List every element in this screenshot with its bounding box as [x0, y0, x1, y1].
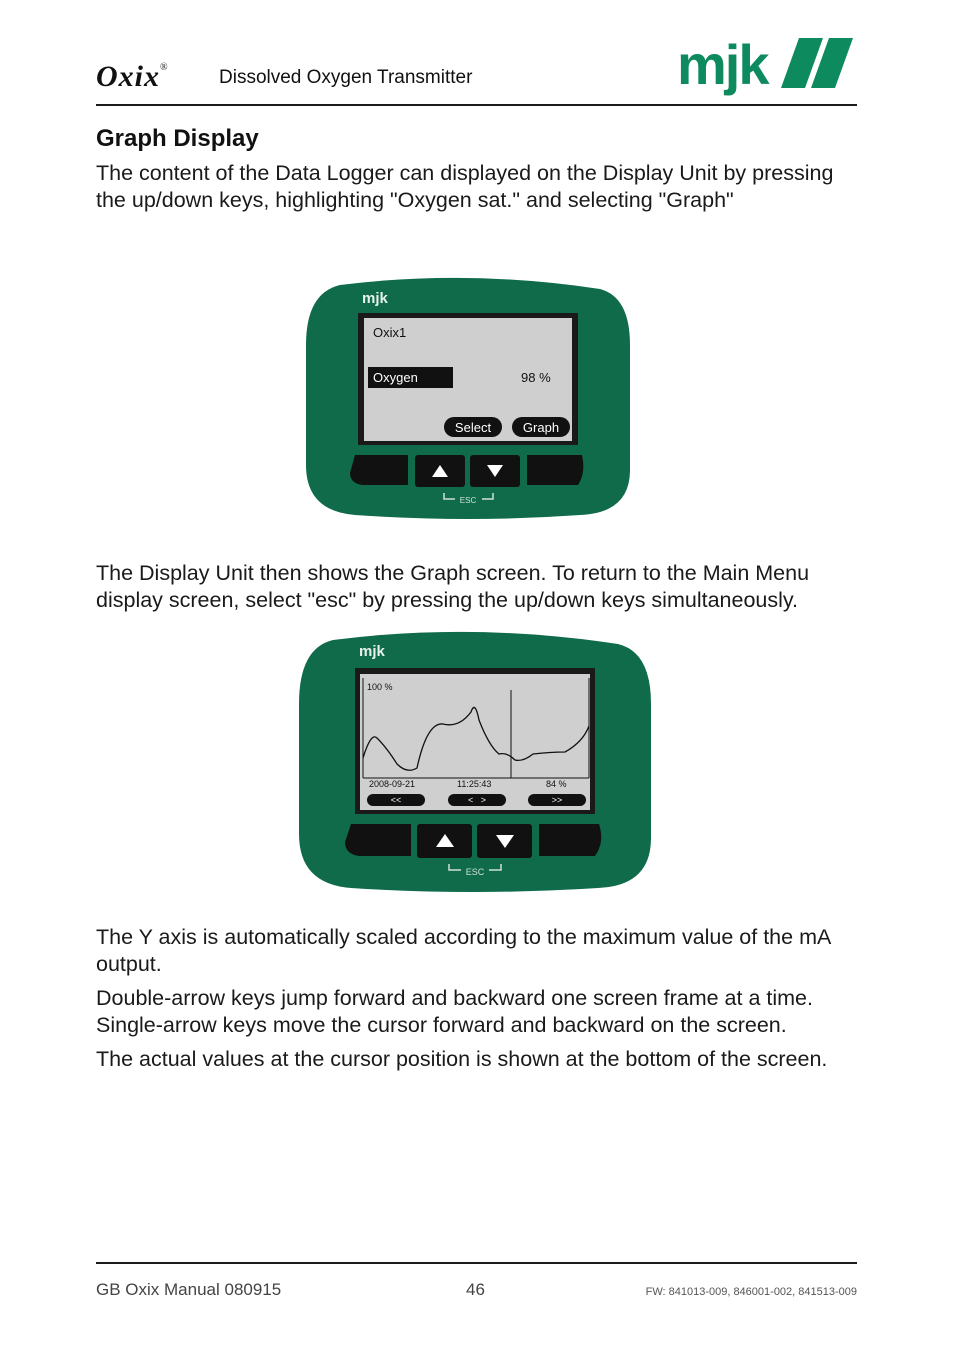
footer-firmware: FW: 841013-009, 846001-002, 841513-009: [645, 1286, 857, 1298]
display-unit-menu: [300, 275, 635, 520]
page-header: [96, 30, 857, 106]
screen-title: Oxix1: [373, 325, 407, 340]
registered-mark: ®: [160, 62, 169, 73]
arrow-keys-paragraph: Double-arrow keys jump forward and backward one screen frame at a time. Single-arrow keys move the cursor forward and backward on the screen.: [96, 986, 813, 1037]
page-number: 46: [466, 1280, 485, 1299]
document-subtitle: Dissolved Oxygen Transmitter: [219, 67, 473, 88]
brand-name: Oxix: [96, 60, 160, 93]
back-frame-softkey-label: <<: [390, 795, 402, 805]
right-key[interactable]: [527, 455, 583, 485]
device-brand-logo: mjk: [362, 290, 388, 307]
section-title: Graph Display: [96, 125, 259, 152]
right-key[interactable]: [539, 824, 601, 856]
footer-divider: [96, 1262, 857, 1264]
y-axis-paragraph: The Y axis is automatically scaled according to the maximum value of the mA output.: [96, 925, 831, 976]
mjk-logo: [677, 30, 857, 102]
forward-frame-softkey-label: >>: [551, 795, 563, 805]
cursor-values-paragraph: The actual values at the cursor position is shown at the bottom of the screen.: [96, 1047, 828, 1071]
select-softkey-label: Select: [454, 420, 492, 435]
graph-screen-paragraph: The Display Unit then shows the Graph screen. To return to the Main Menu display screen, select "esc" by pressing the up/down keys simultaneously.: [96, 561, 810, 612]
esc-label: ESC: [465, 867, 485, 877]
cursor-time: 11:25:43: [457, 779, 492, 789]
esc-label: ESC: [459, 496, 477, 505]
graph-softkey-label: Graph: [522, 420, 560, 435]
display-unit-graph: [293, 628, 655, 893]
device-brand-logo: mjk: [359, 643, 385, 660]
footer-manual-id: GB Oxix Manual 080915: [96, 1280, 282, 1299]
y-axis-max-label: 100 %: [367, 682, 393, 692]
cursor-date: 2008-09-21: [369, 779, 416, 789]
oxix-brand: [96, 60, 169, 94]
left-key[interactable]: [350, 455, 408, 485]
left-key[interactable]: [345, 824, 411, 856]
mjk-logo-text: mjk: [677, 33, 768, 96]
cursor-value: 84 %: [546, 779, 567, 789]
menu-item-value: 98 %: [521, 370, 551, 385]
cursor-softkey-label: < >: [467, 795, 487, 805]
menu-item-oxygen: Oxygen: [373, 370, 418, 385]
intro-paragraph: The content of the Data Logger can displayed on the Display Unit by pressing the up/down keys, highlighting "Oxygen sat." and selecting "Graph": [96, 161, 834, 212]
device-screen: [360, 674, 590, 810]
